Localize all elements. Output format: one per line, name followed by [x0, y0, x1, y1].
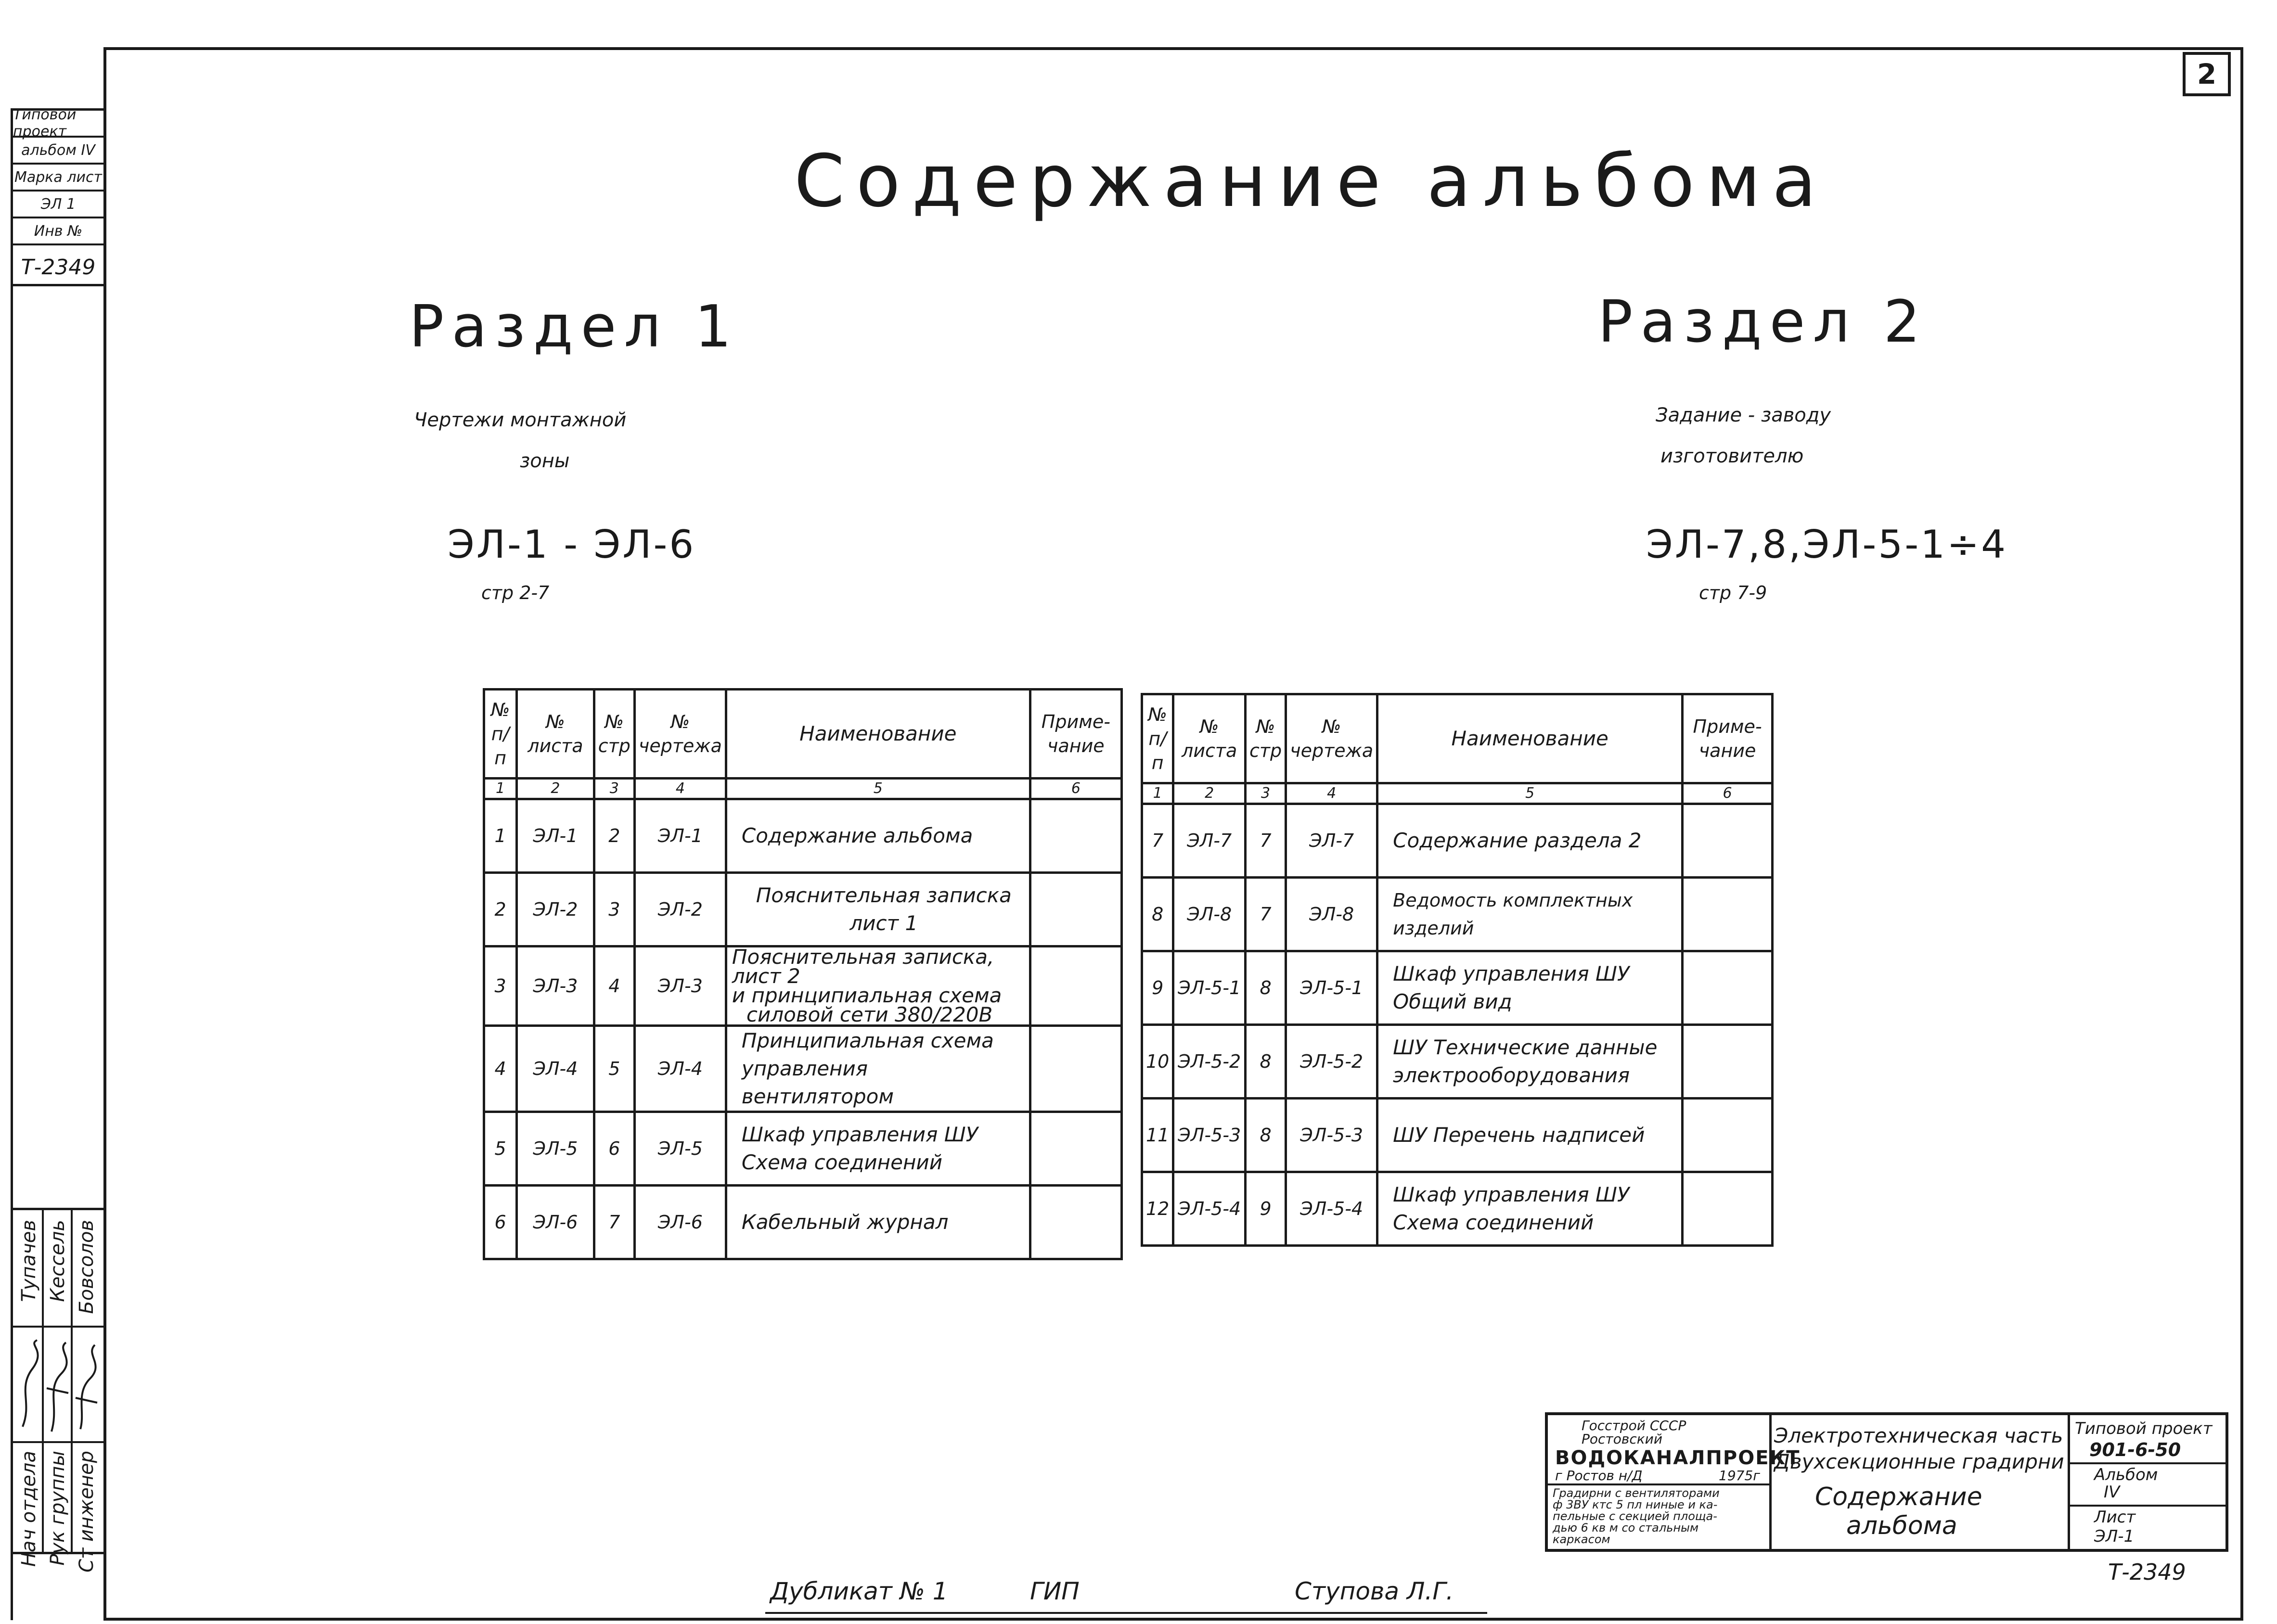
sheet-title-2: альбома: [1846, 1511, 1957, 1540]
desc-line: пельные с секцией площа-: [1553, 1509, 1717, 1523]
object-name: Двухсекционные градирни: [1774, 1450, 2064, 1473]
cell-drawing: ЭЛ-6: [634, 1186, 726, 1259]
cell-name: Пояснительная записка лист 1: [726, 873, 1030, 946]
cell-sheet: ЭЛ-5-1: [1173, 951, 1246, 1025]
cell-num: 5: [484, 1112, 517, 1186]
cell-name: Содержание раздела 2: [1377, 804, 1683, 878]
table-row: [484, 1112, 1122, 1186]
role-2: Рук группы: [47, 1451, 69, 1566]
index-cell: 1: [484, 779, 517, 799]
cell-page: 2: [594, 799, 634, 873]
cell-note: [1683, 878, 1773, 951]
cell-drawing: ЭЛ-8: [1286, 878, 1377, 951]
cell-sheet: ЭЛ-6: [517, 1186, 594, 1259]
left-stamp: [11, 108, 103, 286]
cell-num: 10: [1142, 1025, 1173, 1099]
cell-num: 6: [484, 1186, 517, 1259]
section1-heading: Раздел 1: [409, 294, 739, 360]
project-cell: [2070, 1415, 2226, 1549]
section2-subtitle: Задание - заводу: [1656, 404, 1831, 426]
name-3: Бовсолов: [76, 1220, 98, 1314]
cell-name: Пояснительная записка, лист 2 и принципиальная схема силовой сети 380/220В: [726, 946, 1030, 1026]
left-stamp-cell: альбом IV: [13, 138, 103, 165]
cell-name: ШУ Технические данные электрооборудования: [1377, 1025, 1683, 1099]
cell-drawing: ЭЛ-5-3: [1286, 1099, 1377, 1172]
table-row: [484, 1026, 1122, 1112]
index-cell: 1: [1142, 783, 1173, 804]
gip-person: Ступова Л.Г.: [1295, 1577, 1454, 1605]
cell-page: 8: [1246, 1025, 1286, 1099]
cell-sheet: ЭЛ-3: [517, 946, 594, 1026]
index-cell: 3: [594, 779, 634, 799]
cell-sheet: ЭЛ-1: [517, 799, 594, 873]
cell-note: [1683, 951, 1773, 1025]
cell-note: [1683, 804, 1773, 878]
index-cell: 3: [1246, 783, 1286, 804]
section2-subtitle-2: изготовителю: [1660, 445, 1804, 467]
header-sheet: № листа: [1173, 694, 1246, 783]
header-num: № п/п: [484, 690, 517, 779]
contents-table-section1: [483, 688, 1123, 1260]
table-row: [1142, 804, 1773, 878]
index-cell: 6: [1683, 783, 1773, 804]
index-cell: 4: [1286, 783, 1377, 804]
left-stamp-cell: Типовой проект: [13, 111, 103, 138]
cell-name: Ведомость комплектных изделий: [1377, 878, 1683, 951]
album-title: Содержание альбома: [794, 140, 1828, 223]
cell-drawing: ЭЛ-5-1: [1286, 951, 1377, 1025]
gip-label: ГИП: [1030, 1577, 1080, 1605]
cell-num: 8: [1142, 878, 1173, 951]
header-page: № стр: [1246, 694, 1286, 783]
cell-name: Шкаф управления ШУ Схема соединений: [726, 1112, 1030, 1186]
cell-num: 7: [1142, 804, 1173, 878]
cell-drawing: ЭЛ-5: [634, 1112, 726, 1186]
org-city: г Ростов н/Д: [1555, 1468, 1643, 1483]
cell-note: [1683, 1172, 1773, 1246]
desc-line: Градирни с вентиляторами: [1553, 1486, 1720, 1500]
cell-page: 3: [594, 873, 634, 946]
name-1: Тупачев: [18, 1220, 40, 1302]
cell-note: [1030, 1026, 1121, 1112]
cell-page: 9: [1246, 1172, 1286, 1246]
cell-drawing: ЭЛ-7: [1286, 804, 1377, 878]
cell-page: 7: [594, 1186, 634, 1259]
cell-drawing: ЭЛ-1: [634, 799, 726, 873]
album-label: Альбом: [2094, 1465, 2158, 1484]
cell-name: Шкаф управления ШУ Общий вид: [1377, 951, 1683, 1025]
title-block: [1545, 1412, 2228, 1552]
cell-sheet: ЭЛ-2: [517, 873, 594, 946]
header-drawing: № чертежа: [634, 690, 726, 779]
cell-note: [1683, 1025, 1773, 1099]
cell-note: [1030, 799, 1121, 873]
cell-num: 2: [484, 873, 517, 946]
header-sheet: № листа: [517, 690, 594, 779]
cell-page: 4: [594, 946, 634, 1026]
cell-note: [1683, 1099, 1773, 1172]
sheet-title: Содержание: [1815, 1483, 1982, 1511]
cell-name: Шкаф управления ШУ Схема соединений: [1377, 1172, 1683, 1246]
table-row: [484, 873, 1122, 946]
cell-sheet: ЭЛ-5-2: [1173, 1025, 1246, 1099]
left-stamp-cell: Инв №: [13, 218, 103, 245]
cell-drawing: ЭЛ-5-2: [1286, 1025, 1377, 1099]
cell-name: Принципиальная схема управления вентилятором: [726, 1026, 1030, 1112]
sheet-value: ЭЛ-1: [2094, 1527, 2135, 1546]
section2-heading: Раздел 2: [1598, 289, 1928, 356]
section1-subtitle: Чертежи монтажной: [414, 409, 627, 431]
handwritten-signatures: [13, 1330, 104, 1439]
cell-sheet: ЭЛ-8: [1173, 878, 1246, 951]
header-note: Приме- чание: [1683, 694, 1773, 783]
cell-sheet: ЭЛ-4: [517, 1026, 594, 1112]
header-num: № п/п: [1142, 694, 1173, 783]
desc-line: дью 6 кв м со стальным: [1553, 1521, 1699, 1534]
cell-sheet: ЭЛ-7: [1173, 804, 1246, 878]
cell-drawing: ЭЛ-4: [634, 1026, 726, 1112]
cell-page: 8: [1246, 951, 1286, 1025]
index-cell: 2: [1173, 783, 1246, 804]
org-cell: [1548, 1415, 1801, 1549]
table-row: [484, 1186, 1122, 1259]
left-stamp-cell: Марка лист: [13, 165, 103, 192]
duplicate-label: Дубликат № 1: [770, 1577, 948, 1605]
cell-num: 4: [484, 1026, 517, 1112]
cell-drawing: ЭЛ-2: [634, 873, 726, 946]
role-3: Ст инженер: [76, 1451, 98, 1573]
cell-num: 11: [1142, 1099, 1173, 1172]
cell-note: [1030, 946, 1121, 1026]
org-line: Ростовский: [1582, 1431, 1663, 1447]
project-label: Типовой проект: [2075, 1419, 2213, 1438]
table-row: [1142, 878, 1773, 951]
cell-name: Содержание альбома: [726, 799, 1030, 873]
role-1: Нач отдела: [18, 1451, 40, 1567]
cell-sheet: ЭЛ-5: [517, 1112, 594, 1186]
sheet-number: 2: [2183, 52, 2231, 96]
index-cell: 5: [1377, 783, 1683, 804]
part-name: Электротехническая часть: [1774, 1424, 2063, 1447]
desc-line: ф 3ВУ ктс 5 пл ниные и ка-: [1553, 1498, 1718, 1511]
org-line: Госстрой СССР: [1582, 1418, 1686, 1433]
subject-cell: [1769, 1415, 2070, 1549]
inventory-number: Т-2349: [2108, 1559, 2186, 1585]
section1-code: ЭЛ-1 - ЭЛ-6: [448, 522, 696, 567]
cell-page: 7: [1246, 804, 1286, 878]
section1-subtitle-2: зоны: [520, 450, 570, 472]
cell-note: [1030, 873, 1121, 946]
cell-note: [1030, 1112, 1121, 1186]
cell-name: Кабельный журнал: [726, 1186, 1030, 1259]
cell-num: 3: [484, 946, 517, 1026]
index-cell: 6: [1030, 779, 1121, 799]
cell-drawing: ЭЛ-5-4: [1286, 1172, 1377, 1246]
org-year: 1975г: [1719, 1468, 1760, 1483]
cell-sheet: ЭЛ-5-4: [1173, 1172, 1246, 1246]
sheet-label: Лист: [2094, 1508, 2136, 1527]
project-number: 901-6-50: [2089, 1439, 2181, 1460]
cell-page: 5: [594, 1026, 634, 1112]
cell-page: 8: [1246, 1099, 1286, 1172]
signature-block: [11, 1208, 103, 1573]
org-name: ВОДОКАНАЛПРОЕКТ: [1555, 1447, 1801, 1469]
header-name: Наименование: [726, 690, 1030, 779]
index-cell: 4: [634, 779, 726, 799]
index-cell: 5: [726, 779, 1030, 799]
header-page: № стр: [594, 690, 634, 779]
table-row: [1142, 1025, 1773, 1099]
cell-sheet: ЭЛ-5-3: [1173, 1099, 1246, 1172]
header-name: Наименование: [1377, 694, 1683, 783]
cell-page: 7: [1246, 878, 1286, 951]
cell-num: 9: [1142, 951, 1173, 1025]
cell-note: [1030, 1186, 1121, 1259]
section2-pages: стр 7-9: [1699, 582, 1767, 603]
bottom-rule: [765, 1612, 1487, 1614]
table-row: [1142, 951, 1773, 1025]
cell-num: 12: [1142, 1172, 1173, 1246]
contents-table-section2: [1141, 693, 1774, 1247]
album-value: IV: [2104, 1483, 2120, 1502]
cell-drawing: ЭЛ-3: [634, 946, 726, 1026]
header-note: Приме- чание: [1030, 690, 1121, 779]
section1-pages: стр 2-7: [481, 582, 550, 603]
cell-name: ШУ Перечень надписей: [1377, 1099, 1683, 1172]
table-row: [1142, 1172, 1773, 1246]
cell-num: 1: [484, 799, 517, 873]
left-stamp-cell: Т-2349: [21, 255, 96, 280]
table-row: [484, 946, 1122, 1026]
index-cell: 2: [517, 779, 594, 799]
header-drawing: № чертежа: [1286, 694, 1377, 783]
desc-line: каркасом: [1553, 1533, 1610, 1546]
name-2: Кессель: [47, 1220, 69, 1302]
table-row: [484, 799, 1122, 873]
left-stamp-cell: ЭЛ 1: [13, 192, 103, 218]
cell-page: 6: [594, 1112, 634, 1186]
section2-code: ЭЛ-7,8,ЭЛ-5-1÷4: [1646, 522, 2008, 567]
table-row: [1142, 1099, 1773, 1172]
